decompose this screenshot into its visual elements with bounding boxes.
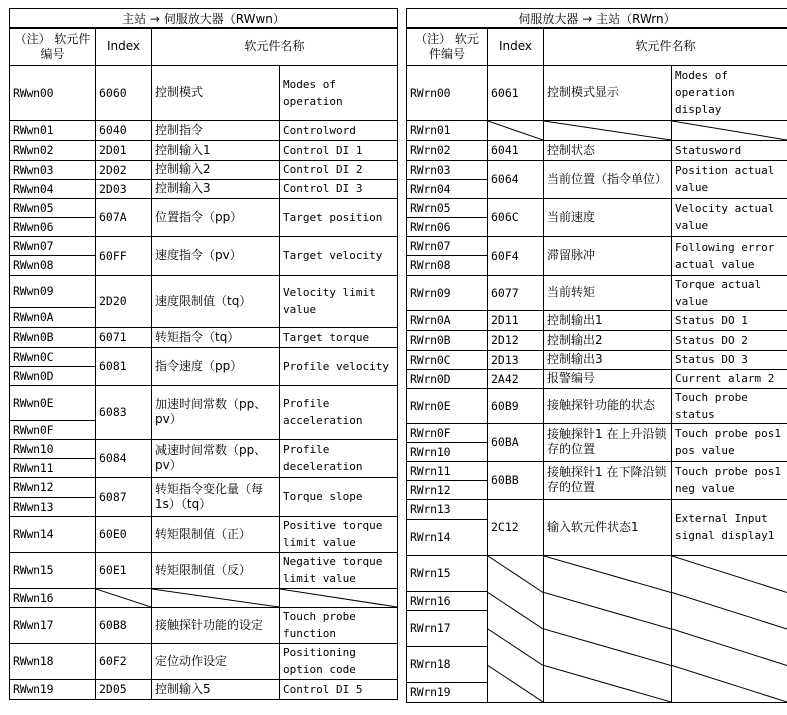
device-number: RWrn18 [407,646,488,682]
device-number: RWwn0A [10,307,96,327]
index-cell: 6041 [488,140,544,160]
name-zh: 位置指令（pp） [152,198,280,236]
name-zh: 控制输出1 [544,310,672,330]
device-number: RWrn0F [407,423,488,442]
name-en: Profile acceleration [280,385,398,439]
name-en: Velocity limit value [280,275,398,327]
device-number: RWrn10 [407,442,488,461]
name-zh: 速度指令（pv） [152,236,280,275]
device-number: RWwn12 [10,477,96,497]
device-number: RWwn07 [10,236,96,255]
name-en: Profile deceleration [280,439,398,477]
device-number: RWwn18 [10,643,96,679]
device-number: RWrn17 [407,610,488,646]
device-number: RWrn08 [407,255,488,275]
index-cell: 6071 [96,327,152,347]
name-en: Profile velocity [280,347,398,385]
name-zh: 当前位置（指令单位） [544,160,672,198]
name-zh: 控制输出2 [544,330,672,350]
device-number: RWrn0D [407,369,488,388]
name-zh: 当前转矩 [544,275,672,310]
device-number: RWrn09 [407,275,488,310]
name-en: Touch probe status [672,388,787,423]
device-number: RWwn13 [10,497,96,516]
name-en: Target position [280,198,398,236]
name-en: Status DO 3 [672,350,787,369]
device-number: RWwn14 [10,516,96,552]
device-number: RWwn05 [10,198,96,217]
name-zh: 转矩指令变化量（每1s）（tq） [152,477,280,516]
name-zh: 当前速度 [544,198,672,236]
index-cell: 60BA [488,423,544,461]
index-cell: 60E1 [96,552,152,588]
name-en: Target velocity [280,236,398,275]
index-cell: 60F4 [488,236,544,275]
name-zh: 输入软元件状态1 [544,499,672,555]
device-number: RWrn02 [407,140,488,160]
rwrn-register-table [406,8,787,703]
name-en: Positive torque limit value [280,516,398,552]
index-cell: 6077 [488,275,544,310]
device-number: RWrn0C [407,350,488,369]
name-zh: 接触探针1 在下降沿锁存的位置 [544,461,672,499]
index-cell: 2C12 [488,499,544,555]
index-header: Index [96,28,152,65]
device-number: RWwn0C [10,347,96,366]
name-zh: 控制输出3 [544,350,672,369]
index-header: Index [488,28,544,65]
device-number: RWwn01 [10,120,96,140]
name-zh: 接触探针功能的设定 [152,607,280,643]
index-cell: 60FF [96,236,152,275]
name-en: External Input signal display1 [672,499,787,555]
device-number: RWwn19 [10,679,96,699]
index-cell: 2D01 [96,140,152,160]
name-en: Target torque [280,327,398,347]
index-cell: 60F2 [96,643,152,679]
device-number: RWrn15 [407,555,488,591]
device-number: RWwn17 [10,607,96,643]
name-zh: 接触探针1 在上升沿锁存的位置 [544,423,672,461]
name-en: Status DO 1 [672,310,787,330]
name-en: Current alarm 2 [672,369,787,388]
table-caption: 主站 → 伺服放大器（RWwn） [10,9,398,29]
unused-cell [672,120,787,140]
device-number: RWrn13 [407,499,488,519]
name-zh: 转矩指令（tq） [152,327,280,347]
device-number: RWwn16 [10,588,96,607]
name-en: Velocity actual value [672,198,787,236]
unused-cell [96,588,152,607]
name-zh: 速度限制值（tq） [152,275,280,327]
name-en: Modes of operation [280,65,398,120]
name-en: Controlword [280,120,398,140]
name-zh: 加速时间常数（pp、pv） [152,385,280,439]
name-zh: 定位动作设定 [152,643,280,679]
device-number: RWrn03 [407,160,488,179]
index-cell: 6087 [96,477,152,516]
device-number: RWrn16 [407,591,488,610]
device-number: RWrn11 [407,461,488,480]
index-cell: 606C [488,198,544,236]
name-en: Modes of operation display [672,65,787,120]
index-cell: 60BB [488,461,544,499]
index-cell: 2D05 [96,679,152,699]
name-zh: 控制输入1 [152,140,280,160]
device-number: RWrn14 [407,519,488,555]
unused-cell [152,588,280,607]
device-number: RWrn07 [407,236,488,255]
index-cell: 6040 [96,120,152,140]
name-en: Control DI 1 [280,140,398,160]
name-zh: 控制状态 [544,140,672,160]
name-en: Status DO 2 [672,330,787,350]
index-cell: 2D03 [96,179,152,198]
device-number-header: （注） 软元件编号 [407,28,488,65]
device-name-header: 软元件名称 [544,28,787,65]
name-zh: 控制输入5 [152,679,280,699]
index-cell: 6083 [96,385,152,439]
name-en: Touch probe function [280,607,398,643]
device-number: RWwn0E [10,385,96,420]
name-zh: 控制输入3 [152,179,280,198]
index-cell: 6061 [488,65,544,120]
name-zh: 控制模式显示 [544,65,672,120]
name-zh: 转矩限制值（反） [152,552,280,588]
device-number: RWwn00 [10,65,96,120]
device-number: RWrn01 [407,120,488,140]
index-cell: 6064 [488,160,544,198]
index-cell: 2D02 [96,160,152,179]
device-number: RWrn00 [407,65,488,120]
name-en: Torque actual value [672,275,787,310]
device-number: RWwn04 [10,179,96,198]
device-number: RWrn19 [407,682,488,702]
index-cell: 2D11 [488,310,544,330]
device-number: RWrn06 [407,217,488,236]
name-en: Torque slope [280,477,398,516]
index-cell: 6084 [96,439,152,477]
index-cell: 60B9 [488,388,544,423]
index-cell: 2D13 [488,350,544,369]
device-number: RWwn10 [10,439,96,458]
device-number-header: （注） 软元件编号 [10,28,96,65]
device-number: RWrn0A [407,310,488,330]
device-number: RWwn08 [10,255,96,275]
table-caption: 伺服放大器 → 主站（RWrn） [407,9,787,29]
device-number: RWwn0F [10,420,96,439]
name-en: Control DI 2 [280,160,398,179]
index-cell: 60E0 [96,516,152,552]
name-en: Statusword [672,140,787,160]
unused-cell [544,120,672,140]
device-number: RWwn06 [10,217,96,236]
name-zh: 减速时间常数（pp、pv） [152,439,280,477]
name-en: Position actual value [672,160,787,198]
device-number: RWrn04 [407,179,488,198]
unused-cell [488,120,544,140]
name-zh: 转矩限制值（正） [152,516,280,552]
index-cell: 2D20 [96,275,152,327]
unused-cell [544,555,672,702]
name-zh: 控制指令 [152,120,280,140]
index-cell: 2D12 [488,330,544,350]
device-number: RWwn0D [10,366,96,385]
device-name-header: 软元件名称 [152,28,398,65]
name-en: Control DI 5 [280,679,398,699]
name-zh: 报警编号 [544,369,672,388]
unused-cell [488,555,544,702]
index-cell: 6081 [96,347,152,385]
name-zh: 控制模式 [152,65,280,120]
unused-cell [672,555,787,702]
name-en: Touch probe pos1 pos value [672,423,787,461]
device-number: RWwn02 [10,140,96,160]
rwwn-register-table [9,8,398,700]
index-cell: 607A [96,198,152,236]
name-zh: 控制输入2 [152,160,280,179]
name-en: Positioning option code [280,643,398,679]
device-number: RWwn11 [10,458,96,477]
unused-cell [280,588,398,607]
name-en: Negative torque limit value [280,552,398,588]
device-number: RWrn0B [407,330,488,350]
device-number: RWwn0B [10,327,96,347]
device-number: RWrn12 [407,480,488,499]
device-number: RWrn05 [407,198,488,217]
name-zh: 指令速度（pp） [152,347,280,385]
name-en: Touch probe pos1 neg value [672,461,787,499]
name-zh: 滞留脉冲 [544,236,672,275]
index-cell: 2A42 [488,369,544,388]
device-number: RWwn15 [10,552,96,588]
name-zh: 接触探针功能的状态 [544,388,672,423]
name-en: Control DI 3 [280,179,398,198]
device-number: RWrn0E [407,388,488,423]
device-number: RWwn09 [10,275,96,307]
device-number: RWwn03 [10,160,96,179]
name-en: Following error actual value [672,236,787,275]
index-cell: 6060 [96,65,152,120]
index-cell: 60B8 [96,607,152,643]
